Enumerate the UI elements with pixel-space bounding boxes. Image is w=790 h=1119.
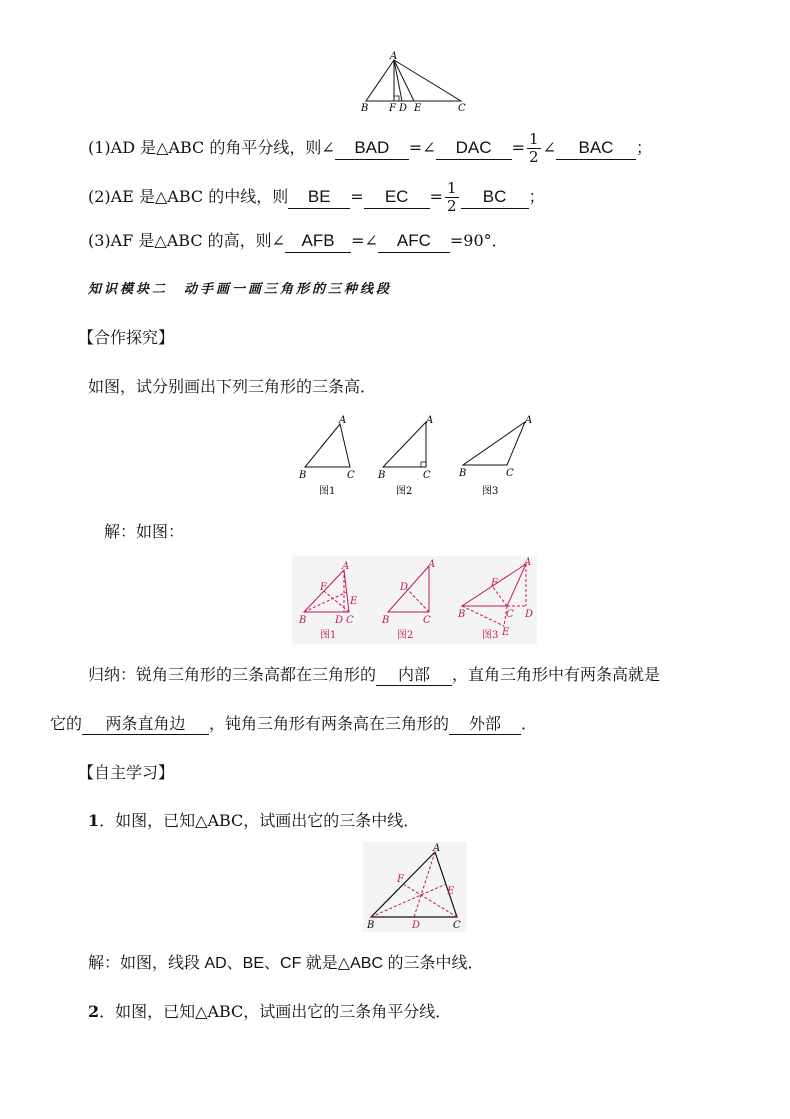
question-1: (1)AD 是△ABC 的角平分线，则∠ BAD =∠ DAC = $\frac{1}{2}$ ∠ BAC ； (88, 130, 652, 166)
median-label-F: F (397, 874, 404, 885)
ans-caption-fig1: 图1 (320, 630, 337, 641)
fig1-label-C: C (347, 470, 355, 481)
median-label-B: B (367, 920, 375, 931)
ans3-label-D: D (525, 609, 534, 620)
self-question-1-solution: 解：如图，线段 AD、BE、CF 就是△ABC 的三条中线． (88, 955, 484, 972)
label-C: C (458, 103, 466, 114)
fig2-label-B: B (378, 470, 386, 481)
answer-dac: DAC (436, 137, 512, 160)
self-study-header: 【自主学习】 (78, 763, 175, 782)
ans1-label-E: E (350, 596, 358, 607)
ans1-label-C: C (346, 615, 354, 626)
ans1-label-D: D (335, 615, 344, 626)
summary-line-2: 它的 两条直角边 ，钝角三角形有两条高在三角形的 外部 ． (50, 711, 537, 735)
fraction-half: $\frac{1}{2}$ (529, 130, 539, 166)
ans2-label-D: D (400, 582, 409, 593)
median-label-E: E (447, 886, 455, 897)
fraction-half-2: $\frac{1}{2}$ (447, 179, 457, 215)
answer-bad: BAD (335, 137, 409, 160)
ans2-label-A: A (428, 559, 436, 570)
fig2-label-C: C (423, 470, 431, 481)
fig3-label-B: B (459, 468, 467, 479)
question-3: (3)AF 是△ABC 的高，则∠ AFB =∠ AFC =90°． (88, 230, 508, 253)
three-triangles-figure (295, 412, 535, 502)
answer-bac: BAC (556, 137, 636, 160)
median-label-A: A (433, 843, 441, 854)
answer-afc: AFC (378, 230, 450, 253)
blank-inside: 内部 (376, 662, 452, 686)
answer-afb: AFB (285, 230, 351, 253)
coop-prompt: 如图，试分别画出下列三角形的三条高． (88, 377, 377, 396)
label-B: B (361, 103, 369, 114)
answer-be: BE (288, 186, 350, 209)
ans3-label-E: E (502, 627, 510, 638)
self-question-2: 2．如图，已知△ABC，试画出它的三条角平分线． (88, 1002, 452, 1021)
label-D: D (399, 103, 408, 114)
answer-bc: BC (461, 186, 529, 209)
median-label-C: C (453, 920, 461, 931)
ans1-label-A: A (342, 561, 350, 572)
caption-fig2: 图2 (396, 486, 413, 497)
caption-fig1: 图1 (319, 486, 336, 497)
median-figure (363, 842, 467, 932)
altitudes-answer-figure (292, 556, 537, 644)
blank-two-legs: 两条直角边 (82, 711, 209, 735)
fig3-label-A: A (525, 415, 533, 426)
self-question-1: 1．如图，已知△ABC，试画出它的三条中线． (88, 811, 420, 830)
blank-outside: 外部 (449, 711, 521, 735)
ans2-label-C: C (423, 615, 431, 626)
answer-ec: EC (364, 186, 430, 209)
ans-caption-fig3: 图3 (482, 630, 499, 641)
coop-header: 【合作探究】 (78, 328, 175, 347)
ans2-label-B: B (382, 615, 390, 626)
caption-fig3: 图3 (482, 486, 499, 497)
top-triangle-figure (358, 50, 468, 115)
ans3-label-C: C (506, 609, 514, 620)
section-title: 知识模块二 动手画一画三角形的三种线段 (88, 282, 393, 297)
ans1-label-B: B (299, 615, 307, 626)
ans3-label-A: A (524, 557, 532, 568)
question-2: (2)AE 是△ABC 的中线，则 BE = EC = $\frac{1}{2}$ BC ； (88, 179, 545, 215)
fig2-label-A: A (426, 415, 434, 426)
fig3-label-C: C (506, 468, 514, 479)
ans3-label-B: B (458, 609, 466, 620)
median-label-D: D (412, 920, 421, 931)
fig1-label-B: B (299, 470, 307, 481)
label-F: F (389, 103, 396, 114)
ans3-label-F: F (491, 578, 498, 589)
label-A: A (390, 51, 398, 62)
fig1-label-A: A (339, 415, 347, 426)
label-E: E (414, 103, 422, 114)
solution-label: 解：如图： (104, 522, 185, 541)
ans1-label-F: F (320, 582, 327, 593)
ans-caption-fig2: 图2 (397, 630, 414, 641)
summary-line-1: 归纳：锐角三角形的三条高都在三角形的 内部 ，直角三角形中有两条高就是 (88, 662, 660, 686)
